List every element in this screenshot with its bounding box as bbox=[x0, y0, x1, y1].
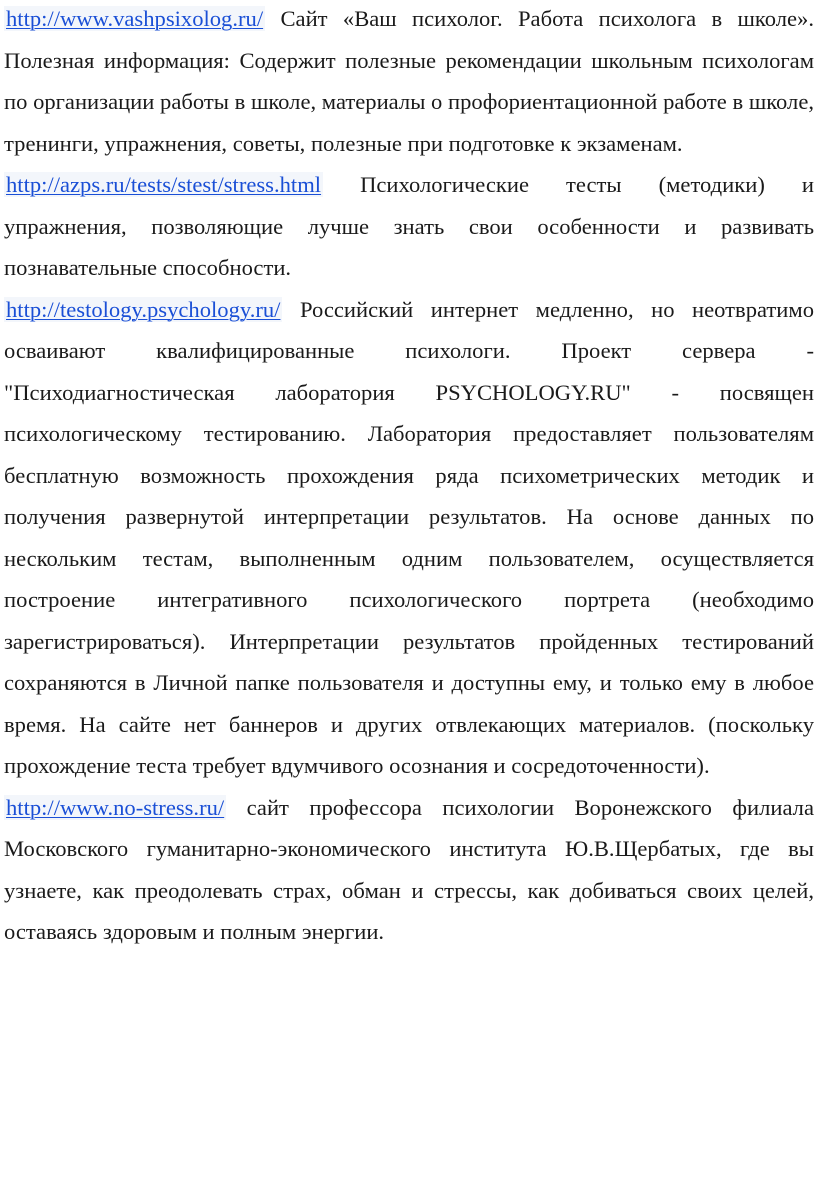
paragraph-text: Сайт «Ваш психолог. Работа психолога в школе». Полезная информация: Содержит полезные рекомендации школьным психологам по организации работы в школе, материалы о профориентационной работе в школе, тренинги, упражнения, советы, полезные при подготовке к экзаменам. bbox=[4, 6, 814, 156]
link-azps[interactable]: http://azps.ru/tests/stest/stress.html bbox=[6, 172, 322, 197]
link-no-stress[interactable]: http://www.no-stress.ru/ bbox=[6, 794, 225, 820]
link-testology[interactable]: http://testology.psychology.ru/ bbox=[6, 296, 281, 322]
paragraph-vashpsixolog bbox=[4, 0, 814, 164]
paragraph-text: Психологические тесты (методики) и упражнения, позволяющие лучше знать свои особенности и развивать познавательные способности. bbox=[4, 172, 814, 280]
link-vashpsixolog[interactable]: http://www.vashpsixolog.ru/ bbox=[6, 6, 264, 31]
paragraph-testology bbox=[4, 289, 814, 787]
document-page bbox=[4, 0, 814, 953]
paragraph-text: сайт профессора психологии Воронежского филиала Московского гуманитарно-экономического института Ю.В.Щербатых, где вы узнаете, как преодолевать страх, обман и стрессы, как добиваться своих целей, оставаясь здоровым и полным энергии. bbox=[4, 794, 814, 944]
paragraph-text: Российский интернет медленно, но неотвратимо осваивают квалифицированные психологи. Проект сервера - "Психодиагностическая лаборатория PSYCHOLOGY.RU" - посвящен психологическому тестированию. Лаборатория предоставляет пользователям бесплатную возможность прохождения ряда психометрических методик и получения развернутой интерпретации результатов. На основе данных по нескольким тестам, выполненным одним пользователем, осуществляется построение интегративного психологического портрета (необходимо зарегистрироваться). Интерпретации результатов пройденных тестирований сохраняются в Личной папке пользователя и доступны ему, и только ему в любое время. На сайте нет баннеров и других отвлекающих материалов. (поскольку прохождение теста требует вдумчивого осознания и сосредоточенности). bbox=[4, 296, 814, 778]
paragraph-no-stress bbox=[4, 787, 814, 953]
paragraph-azps bbox=[4, 164, 814, 289]
